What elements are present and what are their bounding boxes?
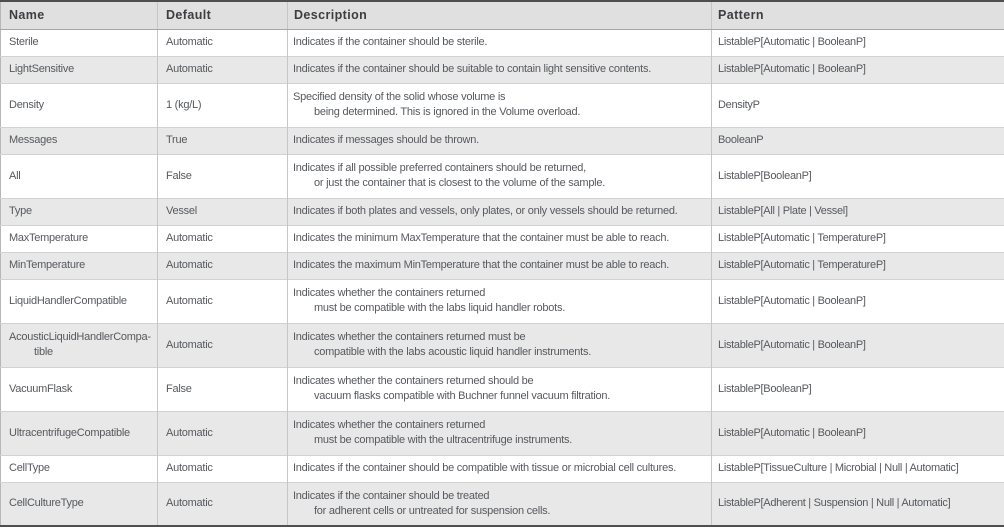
description-line: Indicates if the container should be suitable to contain light sensitive contents. [293, 63, 652, 75]
param-default: False [158, 154, 288, 198]
param-default: True [158, 127, 288, 154]
param-description [288, 411, 712, 455]
description-line: compatible with the labs acoustic liquid handler instruments. [314, 346, 592, 358]
param-name: CellType [1, 455, 158, 482]
param-description [288, 83, 712, 127]
param-name: MinTemperature [1, 252, 158, 279]
table-row-celltype [1, 455, 1004, 482]
param-pattern: ListableP[Automatic | BooleanP] [712, 279, 1004, 323]
column-header-description: Description [288, 1, 712, 29]
description-line: Indicates if the container should be treated [293, 489, 490, 502]
description-line: Indicates the minimum MaxTemperature that the container must be able to reach. [293, 232, 670, 244]
description-line: Indicates if the container should be compatible with tissue or microbial cell cultures. [293, 462, 677, 474]
param-name: MaxTemperature [1, 225, 158, 252]
table-row-vacuumflask [1, 367, 1004, 411]
param-description [288, 252, 712, 279]
param-description [288, 56, 712, 83]
param-name: CellCultureType [1, 482, 158, 526]
table-header [1, 1, 1004, 29]
header-row [1, 1, 1004, 29]
param-default: Automatic [158, 482, 288, 526]
description-line: being determined. This is ignored in the Volume overload. [314, 106, 581, 118]
param-name: All [1, 154, 158, 198]
param-pattern: ListableP[BooleanP] [712, 367, 1004, 411]
column-header-pattern: Pattern [712, 1, 1004, 29]
description-line: Indicates whether the containers returned must be [293, 331, 526, 343]
param-pattern: ListableP[Automatic | BooleanP] [712, 411, 1004, 455]
param-pattern: BooleanP [712, 127, 1004, 154]
param-pattern: ListableP[All | Plate | Vessel] [712, 198, 1004, 225]
table-row-liquidhandlercompatible [1, 279, 1004, 323]
param-default: Vessel [158, 198, 288, 225]
param-default: False [158, 367, 288, 411]
param-name: Type [1, 198, 158, 225]
table-row-all [1, 154, 1004, 198]
table-row-ultracentrifugecompatible [1, 411, 1004, 455]
param-default: Automatic [158, 252, 288, 279]
param-description [288, 154, 712, 198]
param-default: 1 (kg/L) [158, 83, 288, 127]
table-row-lightsensitive [1, 56, 1004, 83]
description-line: vacuum flasks compatible with Buchner funnel vacuum filtration. [314, 390, 611, 402]
param-description [288, 127, 712, 154]
param-name: Sterile [1, 29, 158, 56]
description-line: must be compatible with the ultracentrifuge instruments. [314, 434, 573, 446]
column-header-default: Default [158, 1, 288, 29]
param-description [288, 29, 712, 56]
param-pattern: ListableP[Automatic | TemperatureP] [712, 225, 1004, 252]
param-name: UltracentrifugeCompatible [1, 411, 158, 455]
description-line: Indicates if the container should be sterile. [293, 36, 488, 48]
param-name: LiquidHandlerCompatible [1, 279, 158, 323]
table-row-sterile [1, 29, 1004, 56]
param-description [288, 323, 712, 367]
description-line: or just the container that is closest to the volume of the sample. [314, 177, 606, 189]
description-line: Specified density of the solid whose volume is [293, 91, 506, 103]
description-line: Indicates if all possible preferred containers should be returned, [293, 162, 586, 174]
column-header-name: Name [1, 1, 158, 29]
param-name: LightSensitive [1, 56, 158, 83]
table-row-type [1, 198, 1004, 225]
param-default: Automatic [158, 56, 288, 83]
param-default: Automatic [158, 29, 288, 56]
param-description [288, 225, 712, 252]
param-description [288, 198, 712, 225]
param-default: Automatic [158, 323, 288, 367]
param-default: Automatic [158, 455, 288, 482]
param-pattern: ListableP[Adherent | Suspension | Null | Automatic] [712, 482, 1004, 526]
param-default: Automatic [158, 279, 288, 323]
param-pattern: ListableP[BooleanP] [712, 154, 1004, 198]
description-line: must be compatible with the labs liquid handler robots. [314, 302, 566, 314]
param-pattern: ListableP[Automatic | TemperatureP] [712, 252, 1004, 279]
param-name: AcousticLiquidHandlerCompatible [1, 323, 158, 367]
description-line: Indicates whether the containers returned [293, 287, 486, 299]
table-row-messages [1, 127, 1004, 154]
param-pattern: ListableP[TissueCulture | Microbial | Null | Automatic] [712, 455, 1004, 482]
param-default: Automatic [158, 225, 288, 252]
description-line: Indicates whether the containers returned [293, 419, 486, 431]
table-row-mintemperature [1, 252, 1004, 279]
param-description [288, 367, 712, 411]
param-name: Messages [1, 127, 158, 154]
description-line: Indicates if messages should be thrown. [293, 134, 479, 146]
description-line: Indicates if both plates and vessels, only plates, or only vessels should be returned. [293, 205, 678, 217]
description-line: for adherent cells or untreated for suspension cells. [314, 504, 551, 517]
table-row-maxtemperature [1, 225, 1004, 252]
description-line: Indicates the maximum MinTemperature that the container must be able to reach. [293, 259, 670, 271]
param-default: Automatic [158, 411, 288, 455]
table-row-acousticliquidhandlercompatible [1, 323, 1004, 367]
param-name: VacuumFlask [1, 367, 158, 411]
table-row-density [1, 83, 1004, 127]
param-pattern: ListableP[Automatic | BooleanP] [712, 56, 1004, 83]
param-pattern: ListableP[Automatic | BooleanP] [712, 323, 1004, 367]
param-description [288, 279, 712, 323]
param-description [288, 482, 712, 526]
param-name: Density [1, 83, 158, 127]
param-description [288, 455, 712, 482]
param-pattern: ListableP[Automatic | BooleanP] [712, 29, 1004, 56]
description-line: Indicates whether the containers returned should be [293, 375, 534, 387]
table-body [1, 29, 1004, 526]
param-pattern: DensityP [712, 83, 1004, 127]
table-row-cellculturetype [1, 482, 1004, 526]
